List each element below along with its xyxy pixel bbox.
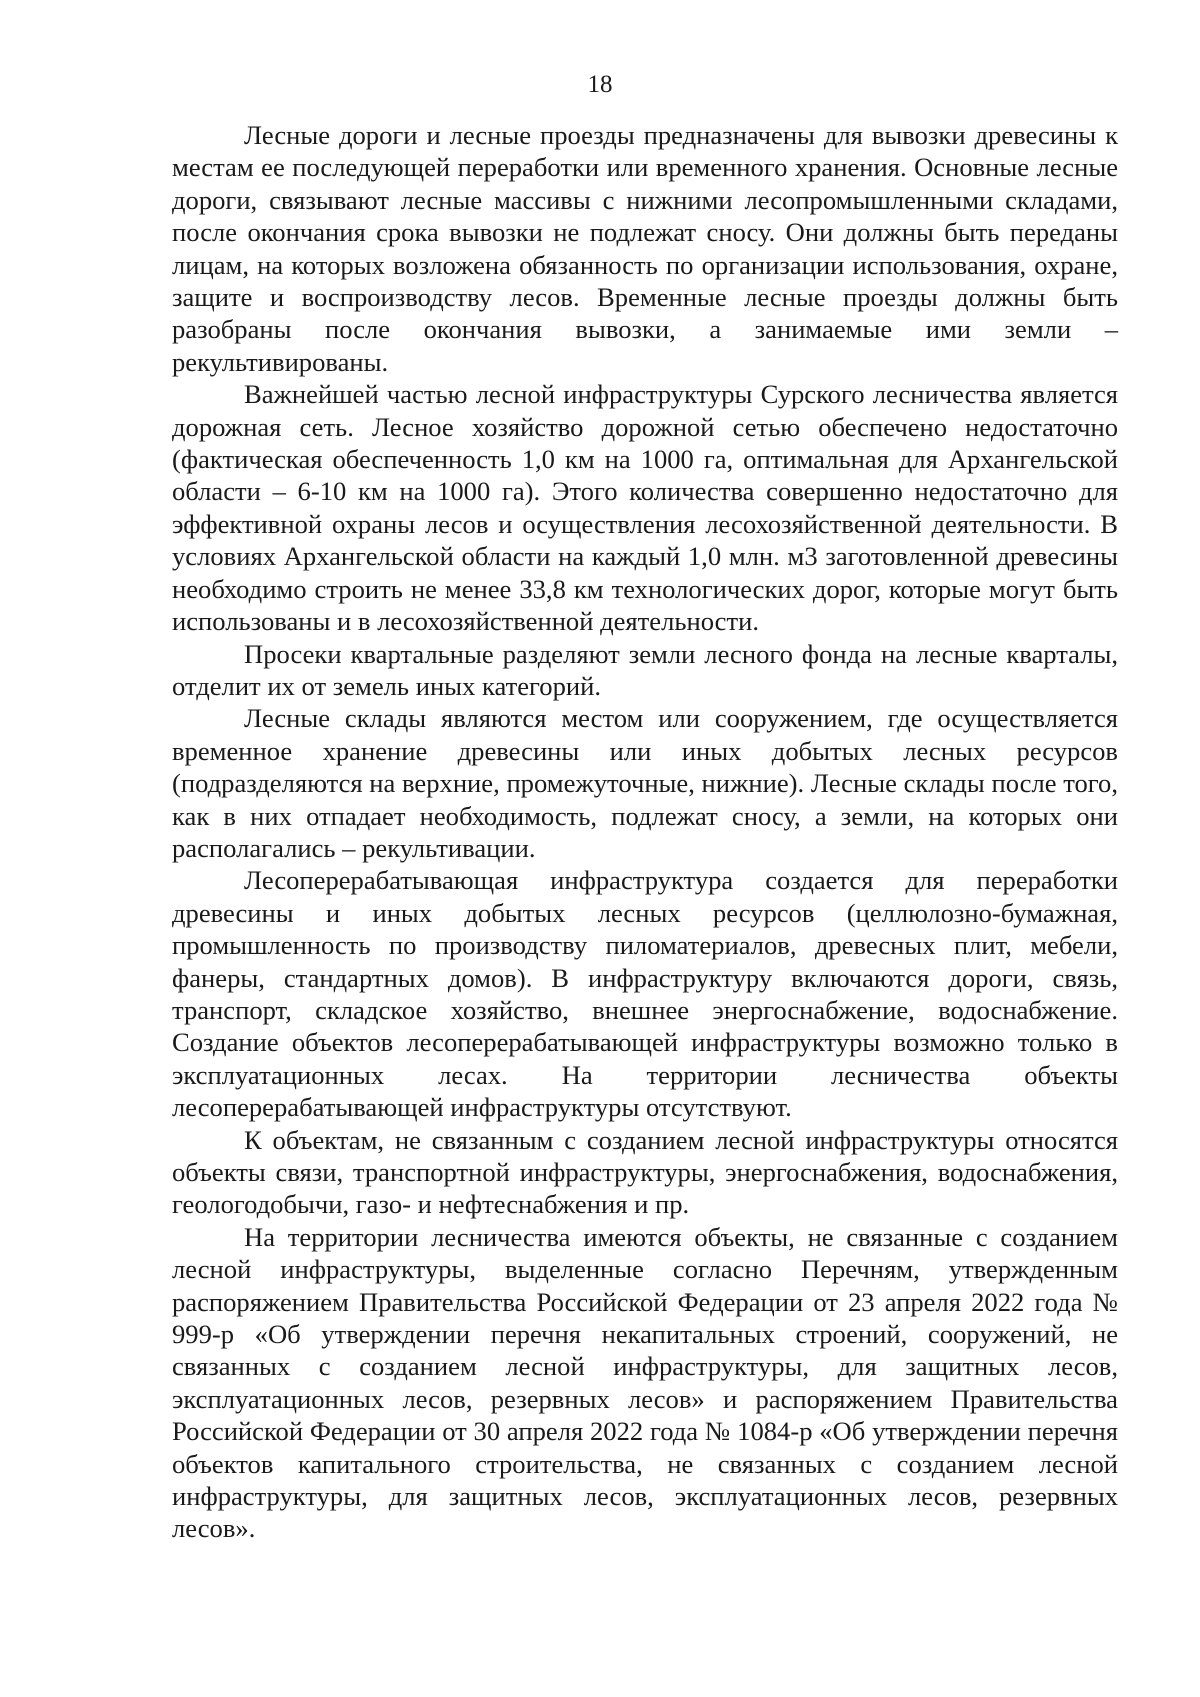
paragraph-quarter-clearings: Просеки квартальные разделяют земли лесного фонда на лесные кварталы, отделит их от земель иных категорий. — [172, 638, 1118, 701]
document-body — [172, 119, 1118, 1545]
paragraph-government-lists: На территории лесничества имеются объекты, не связанные с созданием лесной инфраструктуры, выделенные согласно Перечням, утвержденным распоряжением Правительства Российской Федерации от 23 апреля 2022 года № 999-р «Об утверждении перечня некапитальных строений, сооружений, не связанных с созданием лесной инфраструктуры, для защитных лесов, эксплуатационных лесов, резервных лесов» и распоряжением Правительства Российской Федерации от 30 апреля 2022 года № 1084-р «Об утверждении перечня объектов капитального строительства, не связанных с созданием лесной инфраструктуры, для защитных лесов, эксплуатационных лесов, резервных лесов». — [172, 1221, 1118, 1544]
paragraph-timber-warehouses: Лесные склады являются местом или сооружением, где осуществляется временное хранение древесины или иных добытых лесных ресурсов (подразделяются на верхние, промежуточные, нижние). Лесные склады после того, как в них отпадает необходимость, подлежат сносу, а земли, на которых они располагались – рекультивации. — [172, 703, 1118, 863]
paragraph-non-forest-objects: К объектам, не связанным с созданием лесной инфраструктуры относятся объекты связи, транспортной инфраструктуры, энергоснабжения, водоснабжения, геологодобычи, газо- и нефтеснабжения и пр. — [172, 1124, 1118, 1220]
paragraph-wood-processing: Лесоперерабатывающая инфраструктура создается для переработки древесины и иных добытых лесных ресурсов (целлюлозно-бумажная, промышленность по производству пиломатериалов, древесных плит, мебели, фанеры, стандартных домов). В инфраструктуру включаются дороги, связь, транспорт, складское хозяйство, внешнее энергоснабжение, водоснабжение. Создание объектов лесоперерабатывающей инфраструктуры возможно только в эксплуатационных лесах. На территории лесничества объекты лесоперерабатывающей инфраструктуры отсутствуют. — [172, 865, 1118, 1123]
paragraph-forest-roads: Лесные дороги и лесные проезды предназначены для вывозки древесины к местам ее последующей переработки или временного хранения. Основные лесные дороги, связывают лесные массивы с нижними лесопромышленными складами, после окончания срока вывозки не подлежат сносу. Они должны быть переданы лицам, на которых возложена обязанность по организации использования, охране, защите и воспроизводству лесов. Временные лесные проезды должны быть разобраны после окончания вывозки, а занимаемые ими земли – рекультивированы. — [172, 120, 1118, 377]
paragraph-road-network: Важнейшей частью лесной инфраструктуры Сурского лесничества является дорожная сеть. Лесное хозяйство дорожной сетью обеспечено недостаточно (фактическая обеспеченность 1,0 км на 1000 га, оптимальная для Архангельской области – 6-10 км на 1000 га). Этого количества совершенно недостаточно для эффективной охраны лесов и осуществления лесохозяйственной деятельности. В условиях Архангельской области на каждый 1,0 млн. м3 заготовленной древесины необходимо строить не менее 33,8 км технологических дорог, которые могут быть использованы и в лесохозяйственной деятельности. — [172, 379, 1118, 637]
page-number: 18 — [587, 71, 613, 98]
